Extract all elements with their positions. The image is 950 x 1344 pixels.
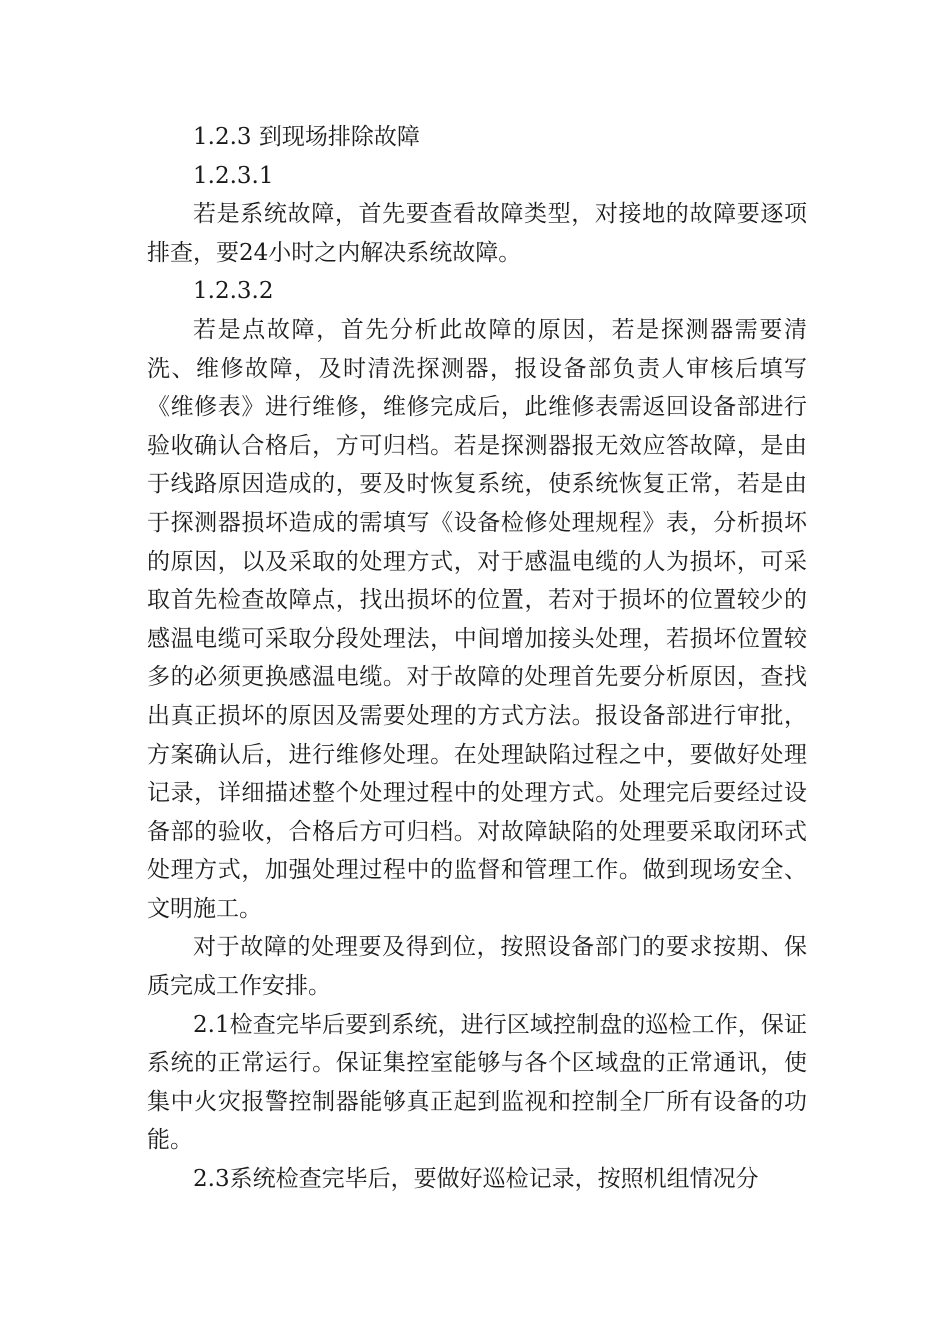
paragraph: 若是系统故障，首先要查看故障类型，对接地的故障要逐项排查，要24小时之内解决系统故障。 xyxy=(147,201,807,266)
subsection-number: 1.2.3.1 xyxy=(193,162,274,189)
paragraph: 2.1检查完毕后要到系统，进行区域控制盘的巡检工作，保证系统的正常运行。保证集控室能够与各个区域盘的正常通讯，使集中火灾报警控制器能够真正起到监视和控制全厂所有设备的功能。 xyxy=(147,1011,807,1154)
paragraph: 2.3系统检查完毕后，要做好巡检记录，按照机组情况分 xyxy=(193,1166,759,1193)
section-heading: 1.2.3 到现场排除故障 xyxy=(193,124,420,150)
paragraph: 对于故障的处理要及得到位，按照设备部门的要求按期、保质完成工作安排。 xyxy=(147,934,807,1000)
subsection-number: 1.2.3.2 xyxy=(193,278,274,305)
document-body xyxy=(147,118,807,1199)
paragraph: 若是点故障，首先分析此故障的原因，若是探测器需要清洗、维修故障，及时清洗探测器，报设备部负责人审核后填写《维修表》进行维修，维修完成后，此维修表需返回设备部进行验收确认合格后，方可归档。若是探测器报无效应答故障，是由于线路原因造成的，要及时恢复系统，使系统恢复正常，若是由于探测器损坏造成的需填写《设备检修处理规程》表，分析损坏的原因，以及采取的处理方式，对于感温电缆的人为损坏，可采取首先检查故障点，找出损坏的位置，若对于损坏的位置较少的感温电缆可采取分段处理法，中间增加接头处理，若损坏位置较多的必须更换感温电缆。对于故障的处理首先要分析原因，查找出真正损坏的原因及需要处理的方式方法。报设备部进行审批，方案确认后，进行维修处理。在处理缺陷过程之中，要做好处理记录，详细描述整个处理过程中的处理方式。处理完后要经过设备部的验收，合格后方可归档。对故障缺陷的处理要采取闭环式处理方式，加强处理过程中的监督和管理工作。做到现场安全、文明施工。 xyxy=(147,316,807,922)
